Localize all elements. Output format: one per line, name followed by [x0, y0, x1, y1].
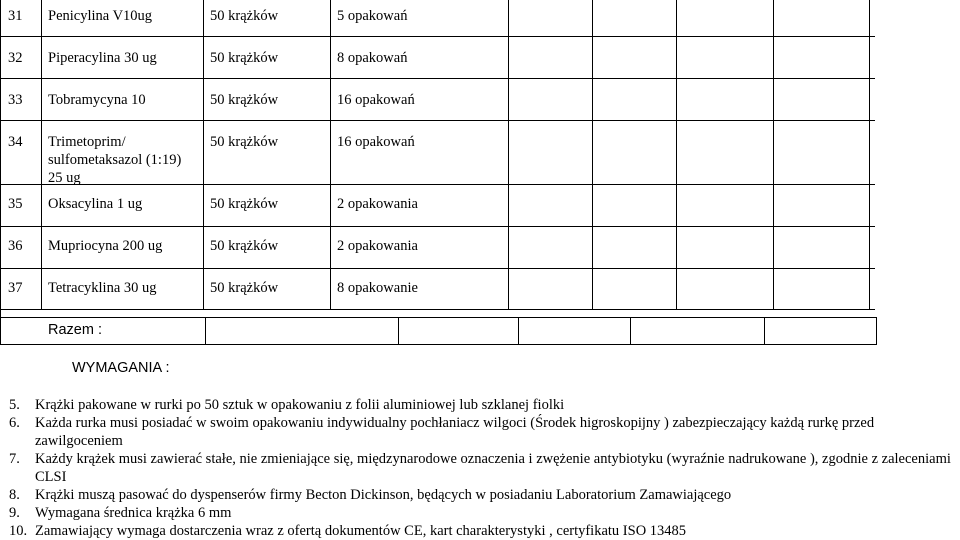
product-name-cell: Piperacylina 30 ug [48, 50, 157, 66]
product-name-cell: Tobramycyna 10 [48, 92, 146, 108]
lp-cell: 35 [8, 196, 23, 212]
column-divider [630, 317, 631, 345]
lp-cell: 32 [8, 50, 23, 66]
row-divider [0, 268, 875, 269]
column-divider [592, 0, 593, 310]
row-divider [0, 317, 877, 318]
packages-cell: 16 opakowań [337, 92, 415, 108]
column-divider [869, 0, 870, 310]
row-divider [0, 344, 877, 345]
product-name-line: 25 ug [48, 170, 81, 186]
product-name-cell: Mupriocyna 200 ug [48, 238, 163, 254]
quantity-cell: 50 krążków [210, 280, 279, 296]
quantity-cell: 50 krążków [210, 238, 279, 254]
item-text: Wymagana średnica krążka 6 mm [35, 505, 232, 521]
quantity-cell: 50 krążków [210, 134, 279, 150]
column-divider [203, 0, 204, 310]
lp-cell: 34 [8, 134, 23, 150]
packages-cell: 8 opakowań [337, 50, 408, 66]
packages-cell: 2 opakowania [337, 238, 418, 254]
column-divider [0, 0, 1, 344]
requirements-heading: WYMAGANIA : [72, 360, 170, 376]
quantity-cell: 50 krążków [210, 196, 279, 212]
lp-cell: 37 [8, 280, 23, 296]
column-divider [876, 317, 877, 345]
product-name-cell: Penicylina V10ug [48, 8, 153, 24]
product-name-line: Trimetoprim/ [48, 134, 126, 150]
list-item [9, 504, 959, 522]
column-divider [205, 317, 206, 345]
column-divider [41, 0, 42, 310]
requirements-list [9, 396, 959, 540]
row-divider [0, 36, 875, 37]
item-number: 5. [9, 397, 20, 413]
list-item [9, 450, 959, 486]
quantity-cell: 50 krążków [210, 50, 279, 66]
item-text: Zamawiający wymaga dostarczenia wraz z ofertą dokumentów CE, kart charakterystyki , certyfikatu ISO 13485 [35, 523, 687, 539]
column-divider [398, 317, 399, 345]
packages-cell: 8 opakowanie [337, 280, 418, 296]
item-number: 9. [9, 505, 20, 521]
row-divider [0, 184, 875, 185]
column-divider [764, 317, 765, 345]
packages-cell: 5 opakowań [337, 8, 408, 24]
packages-cell: 2 opakowania [337, 196, 418, 212]
packages-cell: 16 opakowań [337, 134, 415, 150]
column-divider [676, 0, 677, 310]
list-item [9, 414, 959, 450]
lp-cell: 33 [8, 92, 23, 108]
item-number: 10. [9, 523, 28, 539]
row-divider [0, 120, 875, 121]
column-divider [518, 317, 519, 345]
row-divider [0, 309, 875, 310]
item-text: Każdy krążek musi zawierać stałe, nie zmieniające się, międzynarodowe oznaczenia i zwężenie antybiotyku (wyraźnie nadrukowane ), zgodnie z zaleceniami CLSI [35, 451, 951, 485]
quantity-cell: 50 krążków [210, 8, 279, 24]
item-number: 7. [9, 451, 20, 467]
list-item [9, 522, 959, 540]
product-name-line: sulfometaksazol (1:19) [48, 152, 182, 168]
column-divider [508, 0, 509, 310]
column-divider [773, 0, 774, 310]
product-name-cell: Tetracyklina 30 ug [48, 280, 157, 296]
list-item [9, 396, 959, 414]
product-name-cell: Oksacylina 1 ug [48, 196, 143, 212]
row-divider [0, 78, 875, 79]
lp-cell: 36 [8, 238, 23, 254]
row-divider [0, 226, 875, 227]
list-item [9, 486, 959, 504]
lp-cell: 31 [8, 8, 23, 24]
item-number: 6. [9, 415, 20, 431]
column-divider [330, 0, 331, 310]
item-text: Krążki muszą pasować do dyspenserów firmy Becton Dickinson, będących w posiadaniu Laboratorium Zamawiającego [35, 487, 732, 503]
total-label: Razem : [48, 322, 102, 338]
item-text: Krążki pakowane w rurki po 50 sztuk w opakowaniu z folii aluminiowej lub szklanej fiolki [35, 397, 565, 413]
item-number: 8. [9, 487, 20, 503]
item-text: Każda rurka musi posiadać w swoim opakowaniu indywidualny pochłaniacz wilgoci (Środek higroskopijny ) zabezpieczający każdą rurkę przed zawilgoceniem [35, 415, 875, 449]
quantity-cell: 50 krążków [210, 92, 279, 108]
